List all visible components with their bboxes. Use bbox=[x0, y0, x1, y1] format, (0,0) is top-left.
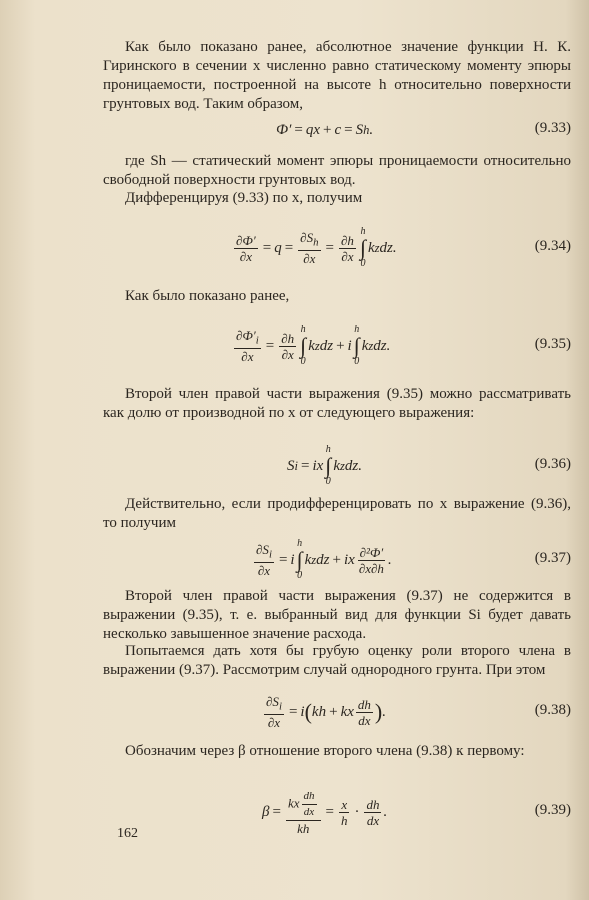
equation-9-34: $\frac{\partial Ф'}{\partial x}$ = q = $\frac{\partial S_h}{\partial x}$ = $\frac{\partial h}{\partial x}$ h ∫ 0 k z dz. (9.34) bbox=[236, 226, 571, 269]
equation-number: (9.34) bbox=[534, 238, 571, 254]
equation-number: (9.37) bbox=[534, 550, 571, 566]
page-number: 162 bbox=[117, 826, 138, 841]
equation-number: (9.33) bbox=[534, 120, 571, 136]
equation-9-36: S i = ix h ∫ 0 k z dz. (9.36) bbox=[287, 444, 571, 487]
paragraph-9: Обозначим через β отношение второго члена (9.38) к первому: bbox=[125, 743, 525, 759]
equation-number: (9.36) bbox=[534, 456, 571, 472]
equation-number: (9.35) bbox=[534, 336, 571, 352]
paragraph-1: Как было показано ранее, абсолютное значение функции Н. К. Гиринского в сечении x численно равно статическому моменту эпюры проницаемости, построенной на высоте h относительно поверхности грунтовых вод. Таким образом, bbox=[103, 39, 571, 112]
paragraph-7: Второй член правой части выражения (9.37) не содержится в выражении (9.35), т. е. выбранный вид для функции Si будет давать несколько завышенное значение расхода. bbox=[103, 588, 571, 642]
equation-9-38: $\frac{\partial S_i}{\partial x}$ = i ( kh + kx $\frac{dh}{dx}$ ) . (9.38) bbox=[266, 693, 571, 731]
paragraph-4: Как было показано ранее, bbox=[125, 288, 290, 304]
paragraph-5: Второй член правой части выражения (9.35) можно рассматривать как долю от производной по x от следующего выражения: bbox=[103, 386, 571, 421]
equation-number: (9.38) bbox=[534, 702, 571, 718]
equation-9-33: Ф′ = qx + c = S h . (9.33) bbox=[276, 120, 571, 138]
equation-9-37: $\frac{\partial S_i}{\partial x}$ = i h ∫ 0 k z dz + ix $\frac{\text{∂²Ф′}}{\partial x\partial h}$ . (9.37) bbox=[256, 538, 571, 581]
paragraph-6: Действительно, если продифференцировать по x выражение (9.36), то получим bbox=[103, 496, 571, 531]
paragraph-2: где Sh — статический момент эпюры проницаемости относительно свободной поверхности грунтовых вод. bbox=[103, 153, 571, 188]
paragraph-8: Попытаемся дать хотя бы грубую оценку роли второго члена в выражении (9.37). Рассмотрим случай однородного грунта. При этом bbox=[103, 643, 571, 678]
equation-9-35: $\frac{\partial Ф'_i}{\partial x}$ = $\frac{\partial h}{\partial x}$ h ∫ 0 k z dz + i h ∫ 0 k z dz. (9.35) bbox=[236, 324, 571, 367]
equation-9-39: β = kx $\frac{dh}{dx}$ kh = $\frac{x}{h}$ · $\frac{dh}{dx}$ . (9.39) bbox=[262, 789, 571, 836]
equation-number: (9.39) bbox=[534, 802, 571, 818]
paragraph-3: Дифференцируя (9.33) по x, получим bbox=[125, 190, 363, 206]
